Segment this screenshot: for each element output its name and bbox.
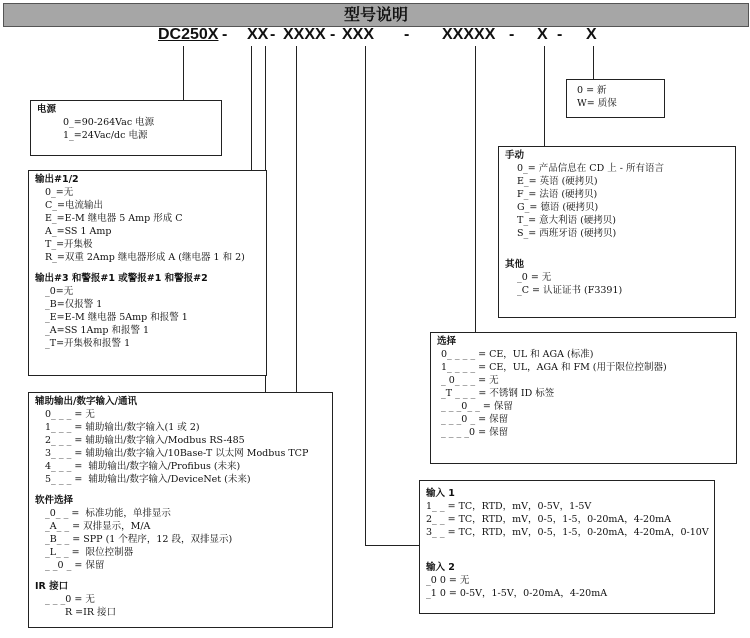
other-option: _0 = 无 <box>517 272 552 283</box>
segment-aux-software: XXXX <box>283 26 326 43</box>
separator: - <box>557 26 563 43</box>
aux-heading: 辅助输出/数字输入/通讯 <box>35 396 137 407</box>
model-prefix <box>158 26 218 44</box>
page-title: 型号说明 <box>3 3 749 27</box>
aux-option: 5_ _ _ = 辅助输出/数字输入/DeviceNet (未来) <box>45 474 251 485</box>
segment-manual: X <box>537 26 548 43</box>
separator: - <box>270 26 276 43</box>
aux-option: 1_ _ _ = 辅助输出/数字输入(1 或 2) <box>45 422 200 433</box>
options-heading: 选择 <box>437 336 457 347</box>
options-option: _ _ _0 _ = 保留 <box>441 414 509 425</box>
input2-heading: 输入 2 <box>426 562 455 573</box>
input1-heading: 输入 1 <box>426 488 455 499</box>
separator: - <box>222 26 228 43</box>
input2-option: _1 0 = 0-5V，1-5V，0-20mA，4-20mA <box>426 588 608 599</box>
connector-line <box>475 46 476 332</box>
software-option: _L_ _ = 限位控制器 <box>45 547 134 558</box>
segment-status: X <box>586 26 597 43</box>
manual-option: E_= 英语 (硬拷贝) <box>517 176 598 187</box>
input1-option: 2_ _ = TC，RTD，mV，0-5，1-5，0-20mA，4-20mA <box>426 514 671 525</box>
output-option: E_=E-M 继电器 5 Amp 形成 C <box>45 213 183 224</box>
manual-option: F_= 法语 (硬拷贝) <box>517 189 598 200</box>
output-heading: 输出#1/2 <box>35 174 79 185</box>
power-heading: 电源 <box>37 104 57 115</box>
manual-option: 0_= 产品信息在 CD 上 - 所有语言 <box>517 163 664 174</box>
options-option: _ 0_ _ _ = 无 <box>441 375 499 386</box>
manual-option: G_= 德语 (硬拷贝) <box>517 202 599 213</box>
software-option: _A_ _ = 双排显示，M/A <box>45 521 151 532</box>
ir-heading: IR 接口 <box>35 581 69 592</box>
other-option: _C = 认证证书 (F3391) <box>517 285 623 296</box>
input1-option: 3_ _ = TC，RTD，mV，0-5，1-5，0-20mA，4-20mA，0-10V <box>426 527 709 538</box>
output-alarm-option: _0=无 <box>45 286 74 297</box>
software-heading: 软件选择 <box>35 495 74 506</box>
model-prefix-code: DC250X <box>158 26 219 43</box>
other-heading: 其他 <box>505 259 525 270</box>
manual-option: S_= 西班牙语 (硬拷贝) <box>517 228 617 239</box>
output-alarm-option: _A=SS 1Amp 和报警 1 <box>45 325 150 336</box>
separator: - <box>404 26 410 43</box>
software-option: _0_ _ = 标准功能，单排显示 <box>45 508 171 519</box>
options-option: _ _ _ _0 = 保留 <box>441 427 509 438</box>
options-box <box>430 332 737 464</box>
ir-option: R =IR 接口 <box>65 607 117 618</box>
output-option: A_=SS 1 Amp <box>45 226 112 237</box>
software-option: _B_ _ = SPP (1 个程序，12 段，双排显示) <box>45 534 233 545</box>
aux-option: 0_ _ _ = 无 <box>45 409 95 420</box>
connector-line <box>183 46 184 100</box>
inputs-box <box>419 480 715 614</box>
connector-line <box>544 46 545 146</box>
output-alarm-option: _B=仅报警 1 <box>45 299 103 310</box>
output-option: T_=开集极 <box>45 239 93 250</box>
input2-option: _0 0 = 无 <box>426 575 470 586</box>
output-alarm-heading: 输出#3 和警报#1 或警报#1 和警报#2 <box>35 273 208 284</box>
status-box <box>566 79 665 118</box>
power-option: 1_=24Vac/dc 电源 <box>63 130 148 141</box>
ir-option: _ _ _0 = 无 <box>45 594 95 605</box>
output-alarm-option: _T=开集极和报警 1 <box>45 338 131 349</box>
output-box <box>28 170 267 376</box>
connector-line <box>593 46 594 79</box>
software-option: _ _0 _ = 保留 <box>45 560 105 571</box>
aux-option: 2_ _ _ = 辅助输出/数字输入/Modbus RS-485 <box>45 435 245 446</box>
options-option: _ _ _0_ _ = 保留 <box>441 401 513 412</box>
separator: - <box>330 26 336 43</box>
segment-options: XXXXX <box>442 26 496 43</box>
segment-power-output: XX <box>247 26 269 43</box>
output-option: C_=电流输出 <box>45 200 103 211</box>
manual-box <box>498 146 736 318</box>
options-option: _T _ _ _ = 不锈钢 ID 标签 <box>441 388 555 399</box>
aux-option: 4_ _ _ = 辅助输出/数字输入/Profibus (未来) <box>45 461 241 472</box>
separator: - <box>509 26 515 43</box>
output-alarm-option: _E=E-M 继电器 5Amp 和报警 1 <box>45 312 188 323</box>
connector-line <box>251 46 252 170</box>
output-option: R_=双重 2Amp 继电器形成 A (继电器 1 和 2) <box>45 252 245 263</box>
options-option: 0_ _ _ _ = CE，UL 和 AGA (标准) <box>441 349 594 360</box>
output-option: 0_=无 <box>45 187 74 198</box>
input1-option: 1_ _ = TC，RTD，mV，0-5V，1-5V <box>426 501 592 512</box>
status-option: 0 = 新 <box>577 85 607 96</box>
aux-box <box>28 392 333 628</box>
power-box <box>30 100 222 156</box>
power-option: 0_=90-264Vac 电源 <box>63 117 155 128</box>
segment-inputs: XXX <box>342 26 375 43</box>
status-option: W= 质保 <box>577 98 617 109</box>
manual-option: T_= 意大利语 (硬拷贝) <box>517 215 616 226</box>
connector-line <box>365 545 419 546</box>
connector-line <box>365 46 366 546</box>
connector-line <box>296 46 297 392</box>
aux-option: 3_ _ _ = 辅助输出/数字输入/10Base-T 以太网 Modbus TCP <box>45 448 309 459</box>
manual-heading: 手动 <box>505 150 525 161</box>
options-option: 1_ _ _ _ = CE，UL，AGA 和 FM (用于限位控制器) <box>441 362 667 373</box>
